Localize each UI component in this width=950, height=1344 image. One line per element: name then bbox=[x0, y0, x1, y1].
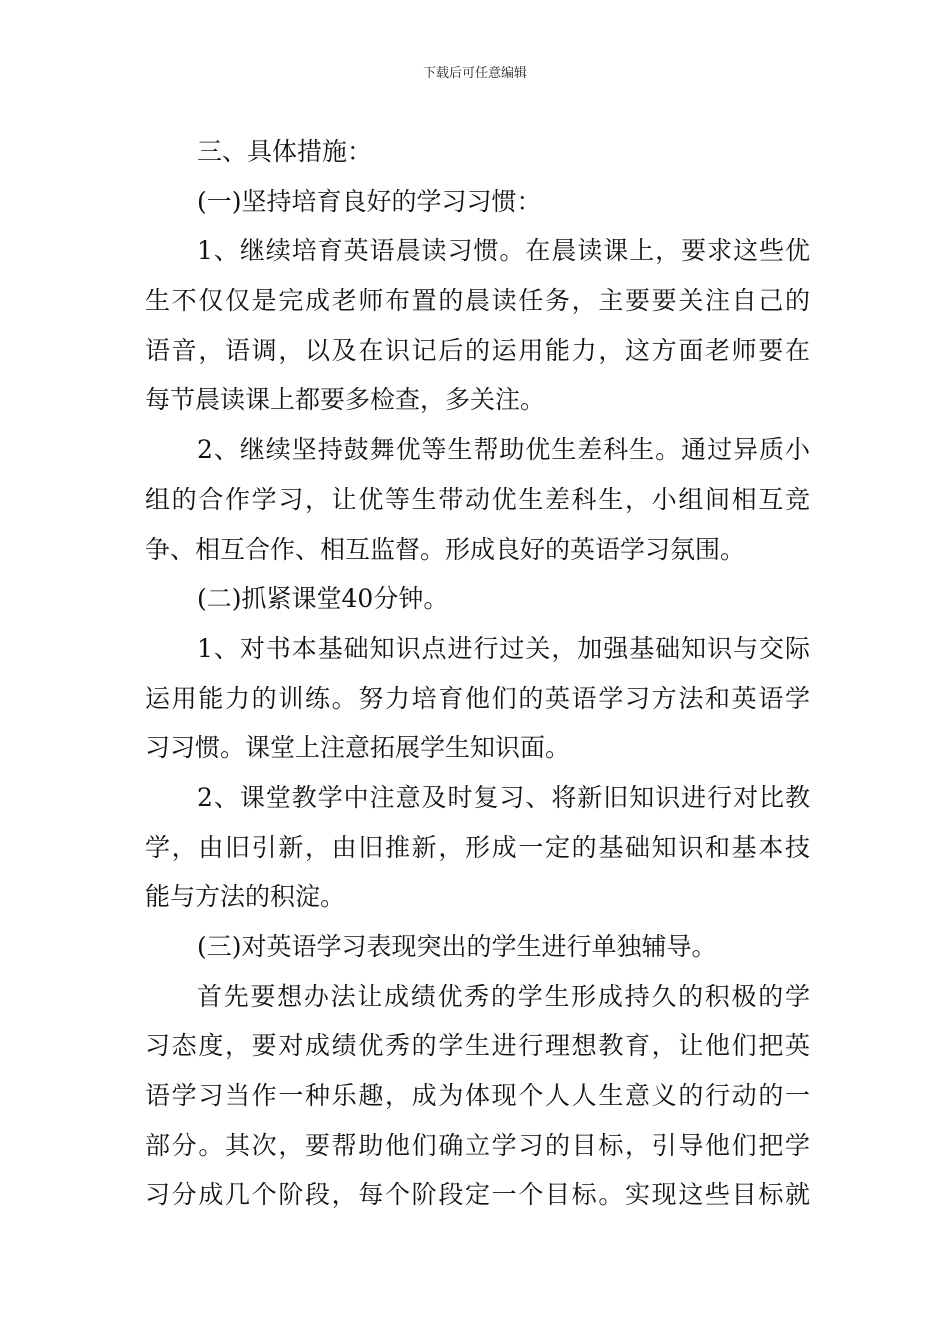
text-line: 学，由旧引新，由旧推新，形成一定的基础知识和基本技 bbox=[145, 832, 810, 862]
text-line: 2、继续坚持鼓舞优等生帮助优生差科生。通过异质小 bbox=[197, 435, 810, 465]
text-line: 三、具体措施： bbox=[197, 137, 373, 166]
text-line: 习态度，要对成绩优秀的学生进行理想教育，让他们把英 bbox=[145, 1031, 810, 1061]
text-line: 争、相互合作、相互监督。形成良好的英语学习氛围。 bbox=[145, 534, 746, 564]
text-line: 运用能力的训练。努力培育他们的英语学习方法和英语学 bbox=[145, 683, 810, 713]
text-line: 1、对书本基础知识点进行过关，加强基础知识与交际 bbox=[197, 633, 810, 663]
text-line: 习分成几个阶段，每个阶段定一个目标。实现这些目标就 bbox=[145, 1180, 810, 1210]
document-body bbox=[145, 127, 810, 1220]
text-line: 习习惯。课堂上注意拓展学生知识面。 bbox=[145, 733, 571, 763]
page-header: 下载后可任意编辑 bbox=[422, 66, 527, 81]
text-line: 2、课堂教学中注意及时复习、将新旧知识进行对比教 bbox=[197, 782, 810, 812]
text-line: (三)对英语学习表现突出的学生进行单独辅导。 bbox=[197, 932, 717, 961]
text-line: (一)坚持培育良好的学习习惯： bbox=[197, 186, 542, 216]
text-line: 生不仅仅是完成老师布置的晨读任务，主要要关注自己的 bbox=[145, 286, 810, 316]
text-line: 首先要想办法让成绩优秀的学生形成持久的积极的学 bbox=[197, 981, 810, 1011]
text-line: 组的合作学习，让优等生带动优生差科生，小组间相互竞 bbox=[145, 484, 810, 514]
text-line: 语音，语调，以及在识记后的运用能力，这方面老师要在 bbox=[145, 335, 810, 365]
text-line: 部分。其次，要帮助他们确立学习的目标，引导他们把学 bbox=[145, 1130, 810, 1160]
text-line: 每节晨读课上都要多检查，多关注。 bbox=[145, 385, 546, 415]
text-line: 语学习当作一种乐趣，成为体现个人人生意义的行动的一 bbox=[145, 1081, 810, 1111]
text-line: 能与方法的积淀。 bbox=[145, 882, 346, 912]
text-line: 1、继续培育英语晨读习惯。在晨读课上，要求这些优 bbox=[197, 236, 810, 266]
text-line: (二)抓紧课堂40分钟。 bbox=[197, 584, 449, 614]
